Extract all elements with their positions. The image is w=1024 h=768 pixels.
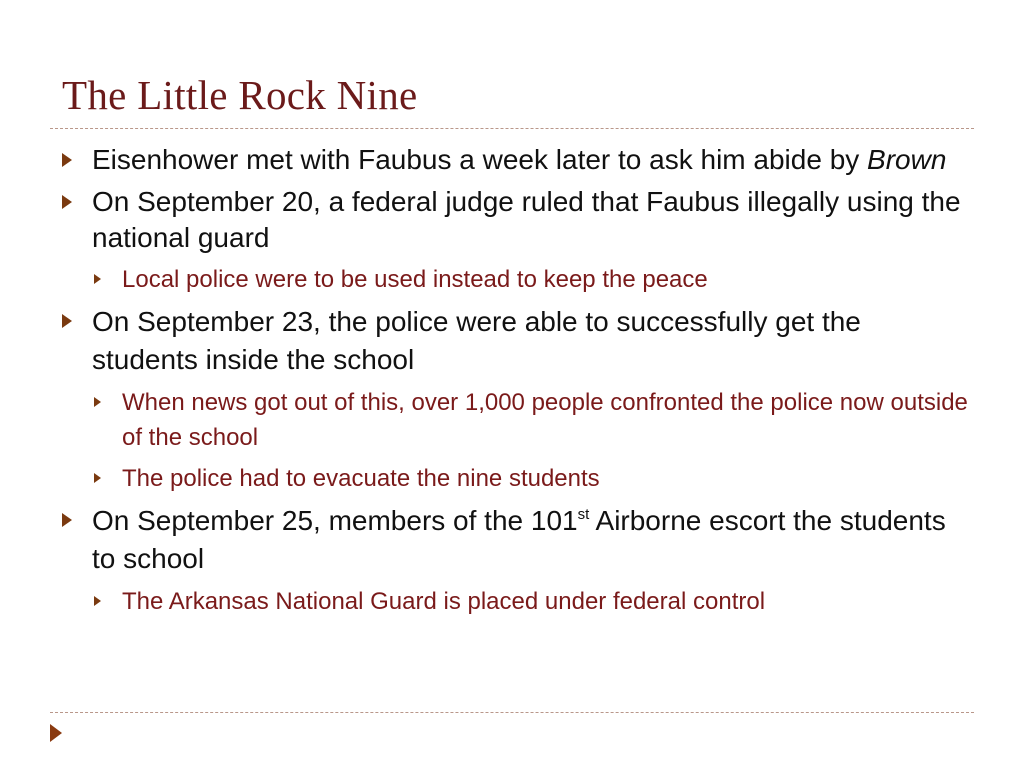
- sub-bullet-item: [92, 461, 970, 496]
- triangle-right-icon: [62, 153, 72, 167]
- bullet-item: [60, 184, 970, 256]
- sub-bullet-text: The police had to evacuate the nine students: [122, 465, 600, 492]
- title-divider: [50, 128, 974, 129]
- sub-bullet-text: Local police were to be used instead to keep the peace: [122, 266, 708, 293]
- bullet-text: On September 23, the police were able to successfully get the students inside the school: [92, 306, 861, 375]
- footer-divider: [50, 712, 974, 713]
- bullet-text: On September 25, members of the 101: [92, 505, 578, 536]
- triangle-right-icon: [94, 274, 101, 284]
- bullet-text: On September 20, a federal judge ruled that Faubus illegally using the national guard: [92, 186, 961, 253]
- triangle-right-icon: [62, 314, 72, 328]
- bullet-item: [60, 142, 970, 178]
- triangle-right-icon: [62, 513, 72, 527]
- bullet-item: [60, 303, 970, 379]
- bullet-italic-text: Brown: [867, 144, 947, 175]
- bullet-text: Eisenhower met with Faubus a week later to ask him abide by: [92, 144, 868, 175]
- triangle-right-icon: [94, 596, 101, 606]
- triangle-right-icon: [94, 397, 101, 407]
- sub-bullet-item: [92, 262, 970, 297]
- sub-bullet-text: The Arkansas National Guard is placed under federal control: [122, 588, 766, 615]
- sub-bullet-item: [92, 385, 970, 455]
- next-slide-icon[interactable]: [50, 724, 62, 742]
- sub-bullet-text: When news got out of this, over 1,000 people confronted the police now outside of the school: [122, 389, 968, 451]
- triangle-right-icon: [62, 195, 72, 209]
- bullet-list: [60, 142, 970, 625]
- sub-bullet-item: [92, 584, 970, 619]
- bullet-item: [60, 502, 970, 578]
- superscript-text: st: [577, 506, 590, 523]
- triangle-right-icon: [94, 473, 101, 483]
- slide-title: The Little Rock Nine: [62, 72, 418, 118]
- bullet-text-tail: Airborne escort the students to school: [92, 505, 946, 574]
